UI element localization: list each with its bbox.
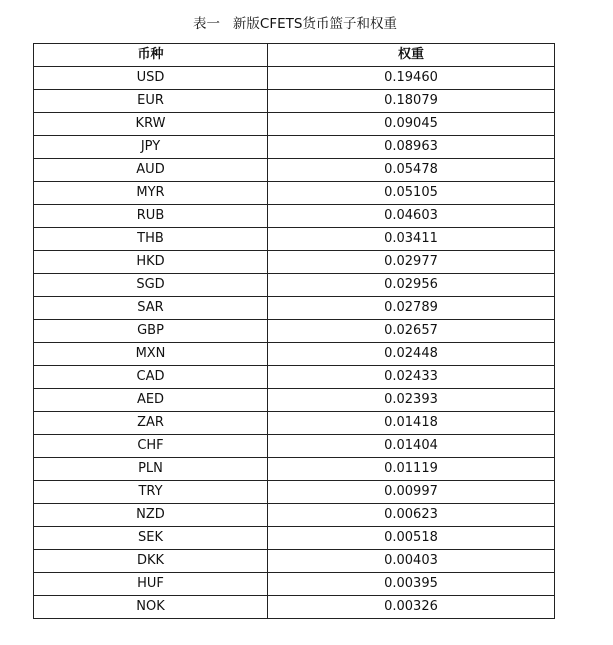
currency-cell: CAD <box>34 366 268 389</box>
weight-cell: 0.02393 <box>268 389 555 412</box>
table-row <box>34 343 555 366</box>
currency-cell: THB <box>34 228 268 251</box>
currency-cell: PLN <box>34 458 268 481</box>
weight-cell: 0.08963 <box>268 136 555 159</box>
currency-cell: AUD <box>34 159 268 182</box>
weight-cell: 0.09045 <box>268 113 555 136</box>
table-row <box>34 297 555 320</box>
currency-cell: RUB <box>34 205 268 228</box>
table-title: 新版CFETS货币篮子和权重 <box>232 16 397 32</box>
currency-cell: USD <box>34 67 268 90</box>
currency-cell: HUF <box>34 573 268 596</box>
weight-cell: 0.18079 <box>268 90 555 113</box>
table-row <box>34 90 555 113</box>
table-row <box>34 550 555 573</box>
column-header-weight: 权重 <box>268 44 555 67</box>
table-row <box>34 389 555 412</box>
weight-cell: 0.02977 <box>268 251 555 274</box>
table-row <box>34 274 555 297</box>
table-row <box>34 435 555 458</box>
table-row <box>34 228 555 251</box>
weight-cell: 0.01404 <box>268 435 555 458</box>
weight-cell: 0.00395 <box>268 573 555 596</box>
weight-cell: 0.01418 <box>268 412 555 435</box>
table-row <box>34 366 555 389</box>
weight-cell: 0.00997 <box>268 481 555 504</box>
table-row <box>34 320 555 343</box>
currency-cell: JPY <box>34 136 268 159</box>
currency-cell: DKK <box>34 550 268 573</box>
table-row <box>34 159 555 182</box>
weight-cell: 0.02448 <box>268 343 555 366</box>
currency-cell: TRY <box>34 481 268 504</box>
column-header-currency: 币种 <box>34 44 268 67</box>
table-row <box>34 412 555 435</box>
weight-cell: 0.00518 <box>268 527 555 550</box>
currency-cell: NOK <box>34 596 268 619</box>
weight-cell: 0.19460 <box>268 67 555 90</box>
weight-cell: 0.05478 <box>268 159 555 182</box>
weight-cell: 0.00403 <box>268 550 555 573</box>
currency-cell: SEK <box>34 527 268 550</box>
table-row <box>34 527 555 550</box>
currency-cell: CHF <box>34 435 268 458</box>
table-row <box>34 182 555 205</box>
weight-cell: 0.01119 <box>268 458 555 481</box>
table-row <box>34 113 555 136</box>
table-header-row <box>34 44 555 67</box>
table-number: 表一 <box>193 16 221 32</box>
currency-cell: GBP <box>34 320 268 343</box>
currency-cell: MXN <box>34 343 268 366</box>
currency-cell: NZD <box>34 504 268 527</box>
currency-cell: HKD <box>34 251 268 274</box>
weight-cell: 0.00623 <box>268 504 555 527</box>
table-row <box>34 251 555 274</box>
weight-cell: 0.05105 <box>268 182 555 205</box>
table-row <box>34 458 555 481</box>
currency-cell: SGD <box>34 274 268 297</box>
currency-cell: EUR <box>34 90 268 113</box>
currency-cell: AED <box>34 389 268 412</box>
weight-cell: 0.03411 <box>268 228 555 251</box>
weight-cell: 0.02789 <box>268 297 555 320</box>
currency-cell: KRW <box>34 113 268 136</box>
weight-cell: 0.04603 <box>268 205 555 228</box>
currency-cell: MYR <box>34 182 268 205</box>
currency-cell: SAR <box>34 297 268 320</box>
table-caption <box>0 14 590 34</box>
weight-cell: 0.00326 <box>268 596 555 619</box>
weight-cell: 0.02433 <box>268 366 555 389</box>
table-row <box>34 67 555 90</box>
table-row <box>34 573 555 596</box>
table-row <box>34 136 555 159</box>
table-row <box>34 504 555 527</box>
table-row <box>34 481 555 504</box>
currency-basket-table <box>33 43 555 619</box>
weight-cell: 0.02657 <box>268 320 555 343</box>
table-body <box>34 67 555 619</box>
currency-cell: ZAR <box>34 412 268 435</box>
weight-cell: 0.02956 <box>268 274 555 297</box>
table-row <box>34 596 555 619</box>
table-row <box>34 205 555 228</box>
